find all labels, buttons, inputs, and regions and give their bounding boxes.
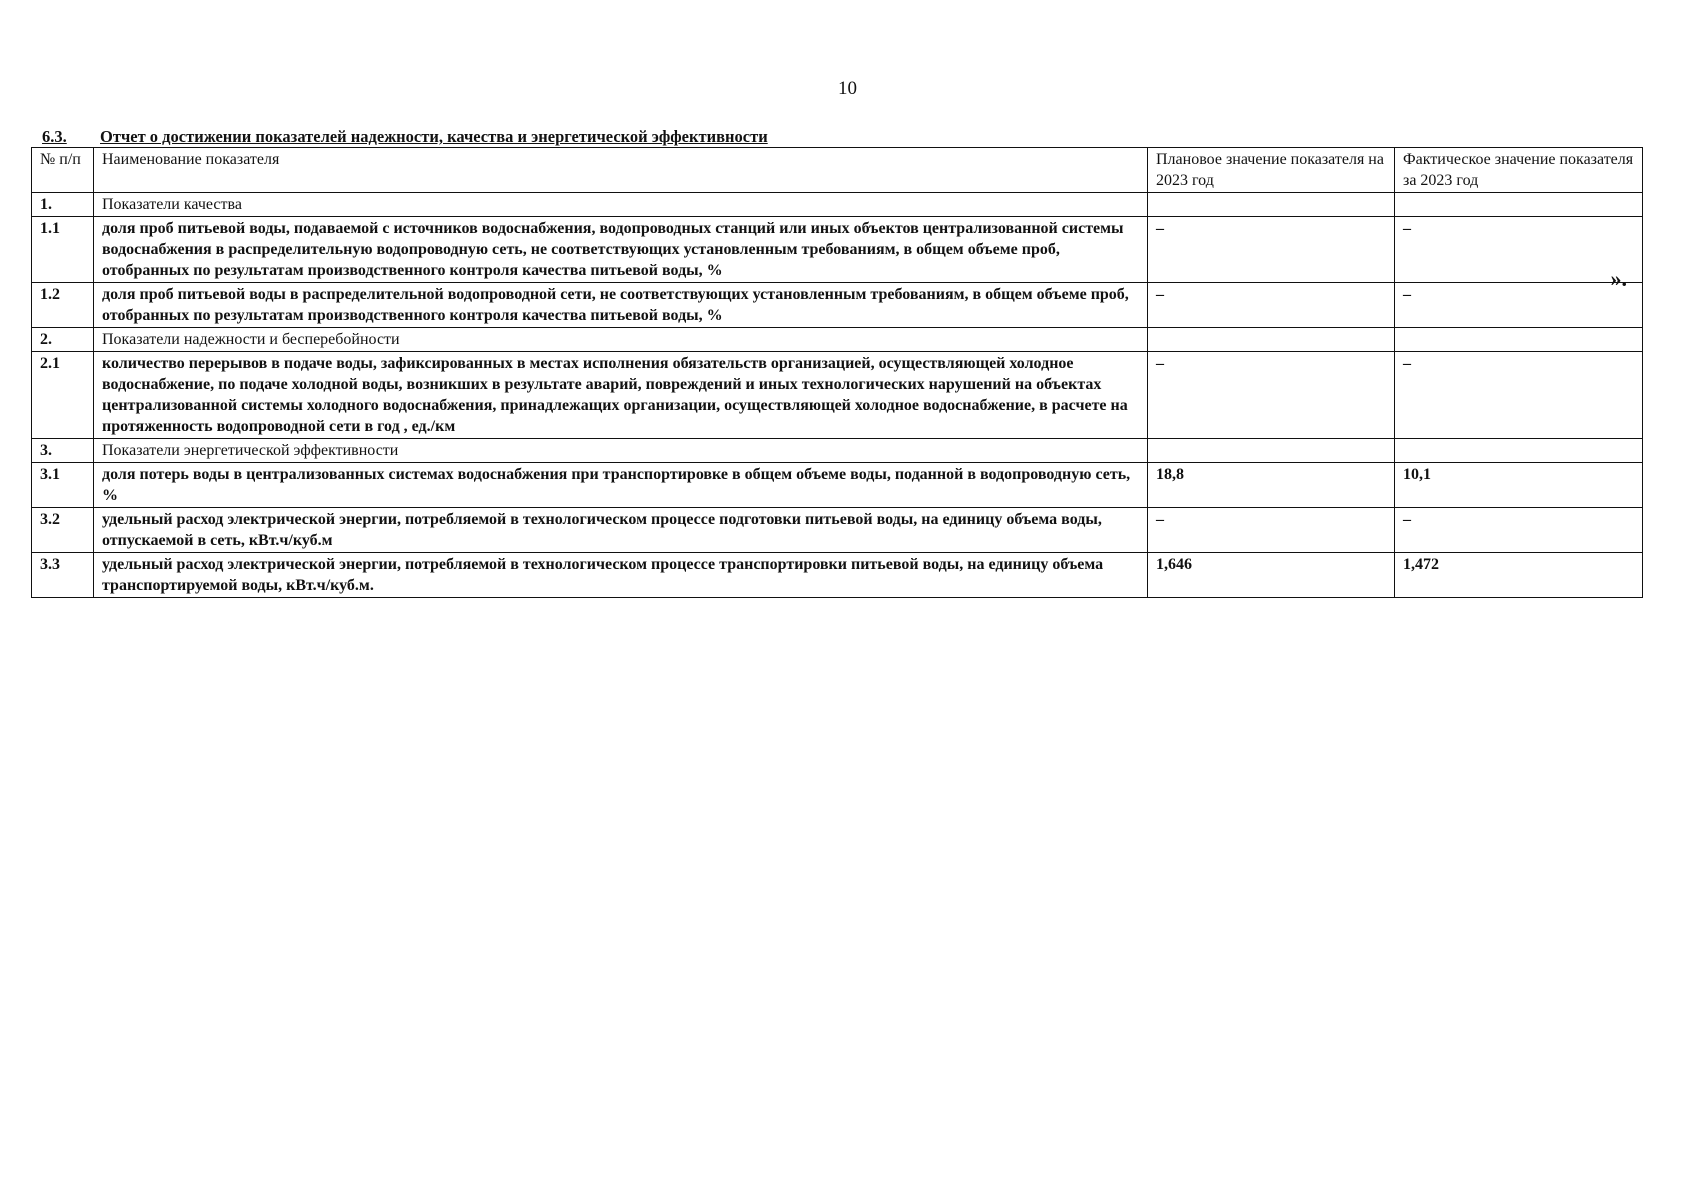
row-fact [1395, 439, 1643, 463]
row-num: 1. [32, 193, 94, 217]
row-plan: 1,646 [1148, 553, 1395, 598]
row-fact: 10,1 [1395, 463, 1643, 508]
row-plan: – [1148, 217, 1395, 283]
row-name: доля проб питьевой воды, подаваемой с источников водоснабжения, водопроводных станций или иных объектов централизованной системы водоснабжения в распределительную водопроводную сеть, не соответствующих установленным требованиям, в общем объеме проб, отобранных по результатам производственного контроля качества питьевой воды, % [94, 217, 1148, 283]
row-plan [1148, 193, 1395, 217]
table-row [32, 193, 1643, 217]
row-fact: – [1395, 508, 1643, 553]
table-row [32, 283, 1643, 328]
row-num: 3. [32, 439, 94, 463]
table-row [32, 439, 1643, 463]
header-plan: Плановое значение показателя на 2023 год [1148, 148, 1395, 193]
row-name: количество перерывов в подаче воды, зафиксированных в местах исполнения обязательств организацией, осуществляющей холодное водоснабжение, по подаче холодной воды, возникших в результате аварий, повреждений и иных технологических нарушений на объектах централизованной системы холодного водоснабжения, принадлежащих организации, осуществляющей холодное водоснабжение, в расчете на протяженность водопроводной сети в год , ед./км [94, 352, 1148, 439]
row-fact: 1,472 [1395, 553, 1643, 598]
row-plan: – [1148, 508, 1395, 553]
header-name: Наименование показателя [94, 148, 1148, 193]
row-num: 3.3 [32, 553, 94, 598]
closing-quote-mark: ». [1610, 266, 1627, 291]
page-number: 10 [838, 78, 857, 99]
row-fact [1395, 328, 1643, 352]
row-name: Показатели надежности и бесперебойности [94, 328, 1148, 352]
header-fact: Фактическое значение показателя за 2023 год [1395, 148, 1643, 193]
section-title-text: Отчет о достижении показателей надежности, качества и энергетической эффективности [100, 127, 768, 146]
row-plan [1148, 328, 1395, 352]
table-row [32, 508, 1643, 553]
indicators-table [31, 147, 1643, 598]
table-row [32, 553, 1643, 598]
row-num: 1.1 [32, 217, 94, 283]
row-plan [1148, 439, 1395, 463]
section-title [42, 127, 768, 147]
row-fact: – [1395, 283, 1643, 328]
row-fact: – [1395, 217, 1643, 283]
row-plan: – [1148, 352, 1395, 439]
table-row [32, 217, 1643, 283]
header-num: № п/п [32, 148, 94, 193]
table-row [32, 352, 1643, 439]
table-header-row [32, 148, 1643, 193]
row-num: 2.1 [32, 352, 94, 439]
row-name: доля потерь воды в централизованных системах водоснабжения при транспортировке в общем объеме воды, поданной в водопроводную сеть, % [94, 463, 1148, 508]
row-name: Показатели энергетической эффективности [94, 439, 1148, 463]
row-fact: – [1395, 352, 1643, 439]
row-num: 3.2 [32, 508, 94, 553]
section-number: 6.3. [42, 127, 67, 146]
row-name: доля проб питьевой воды в распределительной водопроводной сети, не соответствующих установленным требованиям, в общем объеме проб, отобранных по результатам производственного контроля качества питьевой воды, % [94, 283, 1148, 328]
row-num: 1.2 [32, 283, 94, 328]
table-row [32, 463, 1643, 508]
row-name: Показатели качества [94, 193, 1148, 217]
table-row [32, 328, 1643, 352]
row-num: 3.1 [32, 463, 94, 508]
row-name: удельный расход электрической энергии, потребляемой в технологическом процессе транспортировки питьевой воды, на единицу объема транспортируемой воды, кВт.ч/куб.м. [94, 553, 1148, 598]
row-num: 2. [32, 328, 94, 352]
row-plan: 18,8 [1148, 463, 1395, 508]
row-name: удельный расход электрической энергии, потребляемой в технологическом процессе подготовки питьевой воды, на единицу объема воды, отпускаемой в сеть, кВт.ч/куб.м [94, 508, 1148, 553]
row-plan: – [1148, 283, 1395, 328]
row-fact [1395, 193, 1643, 217]
